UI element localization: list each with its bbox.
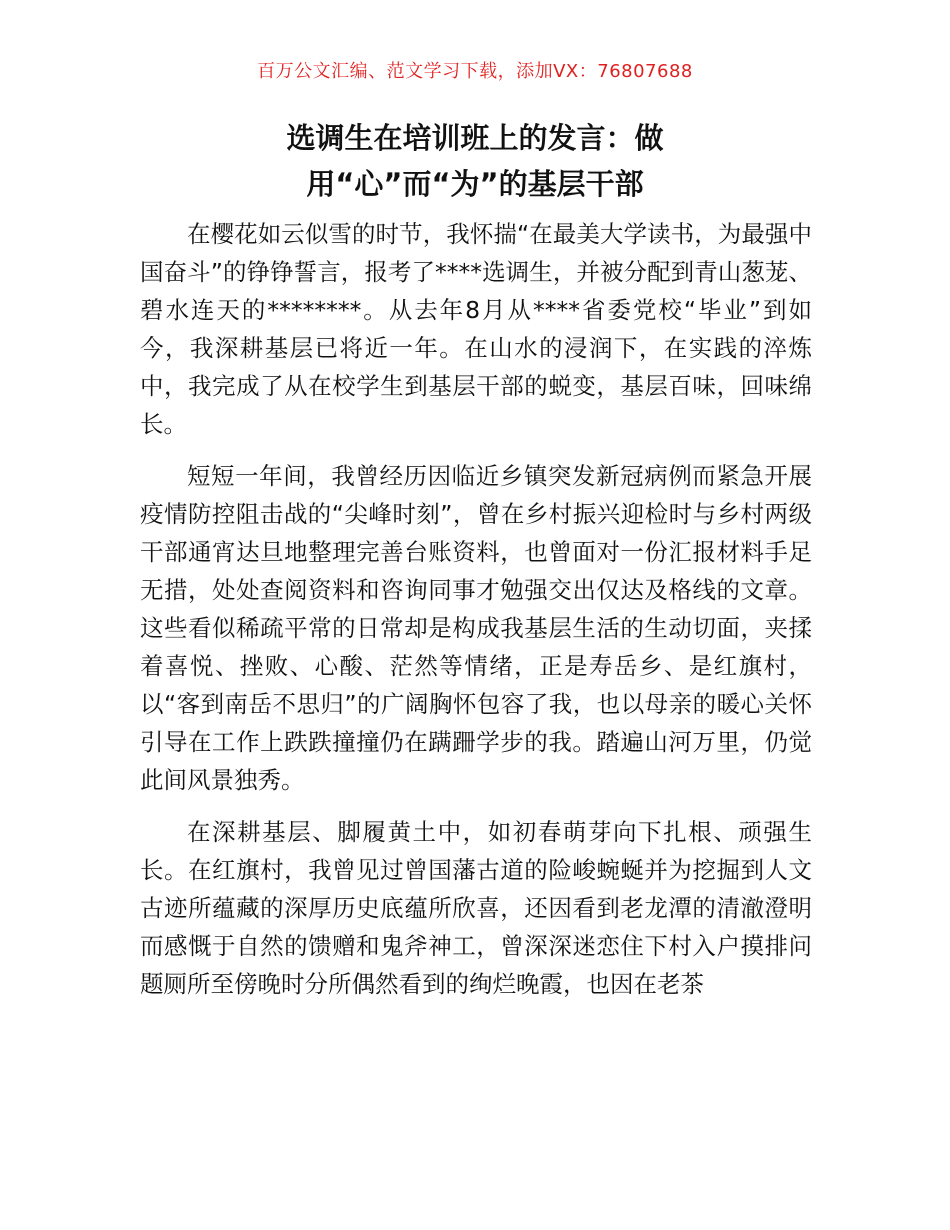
paragraph-3: 在深耕基层、脚履黄土中，如初春萌芽向下扎根、顽强生长。在红旗村，我曾见过曾国藩古道的险峻蜿蜒并为挖掘到人文古迹所蕴藏的深厚历史底蕴所欣喜，还因看到老龙潭的清澈澄明而感慨于自然的馈赠和鬼斧神工，曾深深迷恋住下村入户摸排问题厕所至傍晚时分所偶然看到的绚烂晚霞，也因在老茶 xyxy=(140,818,812,998)
paragraph-2: 短短一年间，我曾经历因临近乡镇突发新冠病例而紧急开展疫情防控阻击战的“尖峰时刻”，曾在乡村振兴迎检时与乡村两级干部通宵达旦地整理完善台账资料，也曾面对一份汇报材料手足无措，处处查阅资料和咨询同事才勉强交出仅达及格线的文章。这些看似稀疏平常的日常却是构成我基层生活的生动切面，夹揉着喜悦、挫败、心酸、茫然等情绪，正是寿岳乡、是红旗村，以“客到南岳不思归”的广阔胸怀包容了我，也以母亲的暖心关怀引导在工作上跌跌撞撞仍在蹒跚学步的我。踏遍山河万里，仍觉此间风景独秀。 xyxy=(140,462,812,794)
watermark-header: 百万公文汇编、范文学习下载，添加VX：76807688 xyxy=(257,61,693,82)
title-line-2: 用“心”而“为”的基层干部 xyxy=(306,167,644,201)
document-body xyxy=(140,215,812,1017)
title-line-1: 选调生在培训班上的发言：做 xyxy=(286,121,664,155)
document-title xyxy=(140,115,810,207)
paragraph-1: 在樱花如云似雪的时节，我怀揣“在最美大学读书，为最强中国奋斗”的铮铮誓言，报考了****选调生，并被分配到青山葱茏、碧水连天的********。从去年8月从****省委党校“毕业”到如今，我深耕基层已将近一年。在山水的浸润下，在实践的淬炼中，我完成了从在校学生到基层干部的蜕变，基层百味，回味绵长。 xyxy=(140,220,812,438)
